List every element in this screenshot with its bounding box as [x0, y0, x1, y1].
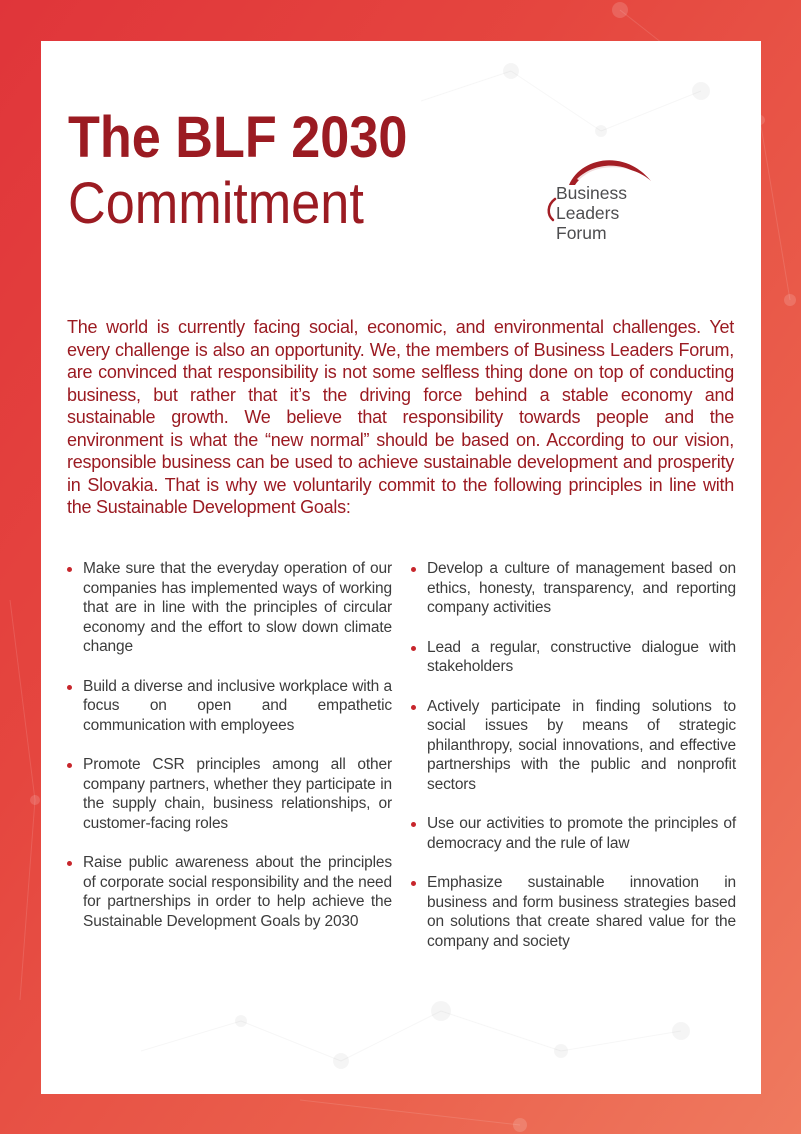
- logo-line-3: Forum: [556, 223, 607, 243]
- principle-item: [410, 697, 736, 795]
- principle-item: [66, 755, 392, 833]
- logo-line-1: Business: [556, 183, 628, 203]
- bullet-icon: [411, 567, 416, 572]
- bullet-icon: [67, 685, 72, 690]
- title-line-2: Commitment: [68, 171, 364, 236]
- page-title: [68, 105, 407, 237]
- principle-item: [66, 853, 392, 931]
- principle-text: Emphasize sustainable innovation in business and form business strategies based on solutions that create shared value for the company and society: [427, 874, 736, 950]
- bullet-icon: [67, 861, 72, 866]
- bullet-icon: [411, 646, 416, 651]
- title-line-1: The BLF 2030: [68, 105, 408, 170]
- principle-text: Make sure that the everyday operation of our companies has implemented ways of working that are in line with the principles of circular economy and the effort to slow down climate change: [83, 560, 392, 655]
- commitment-card: [41, 41, 761, 1094]
- principle-item: [410, 873, 736, 951]
- bullet-icon: [411, 822, 416, 827]
- principles-list-right: [410, 559, 736, 951]
- principle-text: Use our activities to promote the principles of democracy and the rule of law: [427, 815, 736, 852]
- intro-paragraph: The world is currently facing social, economic, and environmental challenges. Yet every challenge is also an opportunity. We, the members of Business Leaders Forum, are convinced that responsibility is not some selfless thing done on top of conducting business, but rather that it’s the driving force behind a stable economy and sustainable growth. We believe that responsibility towards people and the environment is what the “new normal” should be based on. According to our vision, responsible business can be used to achieve sustainable development and prosperity in Slovakia. That is why we voluntarily commit to the following principles in line with the Sustainable Development Goals:: [67, 317, 734, 517]
- principle-text: Raise public awareness about the principles of corporate social responsibility and the need for partnerships in order to help achieve the Sustainable Development Goals by 2030: [83, 854, 392, 930]
- logo-wordmark: [556, 183, 627, 243]
- bullet-icon: [411, 705, 416, 710]
- principle-text: Build a diverse and inclusive workplace with a focus on open and empathetic communication with employees: [83, 677, 392, 734]
- principle-text: Promote CSR principles among all other company partners, whether they participate in the supply chain, business relationships, or customer-facing roles: [83, 756, 392, 832]
- principle-text: Develop a culture of management based on ethics, honesty, transparency, and reporting company activities: [427, 560, 736, 616]
- principle-item: [410, 559, 736, 618]
- principle-text: Lead a regular, constructive dialogue with stakeholders: [427, 638, 736, 675]
- bullet-icon: [67, 567, 72, 572]
- logo-line-2: Leaders: [556, 203, 620, 223]
- principle-item: [66, 677, 392, 736]
- principle-item: [66, 559, 392, 657]
- principle-item: [410, 638, 736, 677]
- principles-list-left: [66, 559, 392, 931]
- bullet-icon: [67, 763, 72, 768]
- bullet-icon: [411, 881, 416, 886]
- principle-text: Actively participate in finding solutions to social issues by means of strategic philanthropy, social innovations, and effective partnerships with the public and nonprofit sectors: [427, 697, 736, 793]
- principle-item: [410, 814, 736, 853]
- business-leaders-forum-logo: [535, 141, 655, 251]
